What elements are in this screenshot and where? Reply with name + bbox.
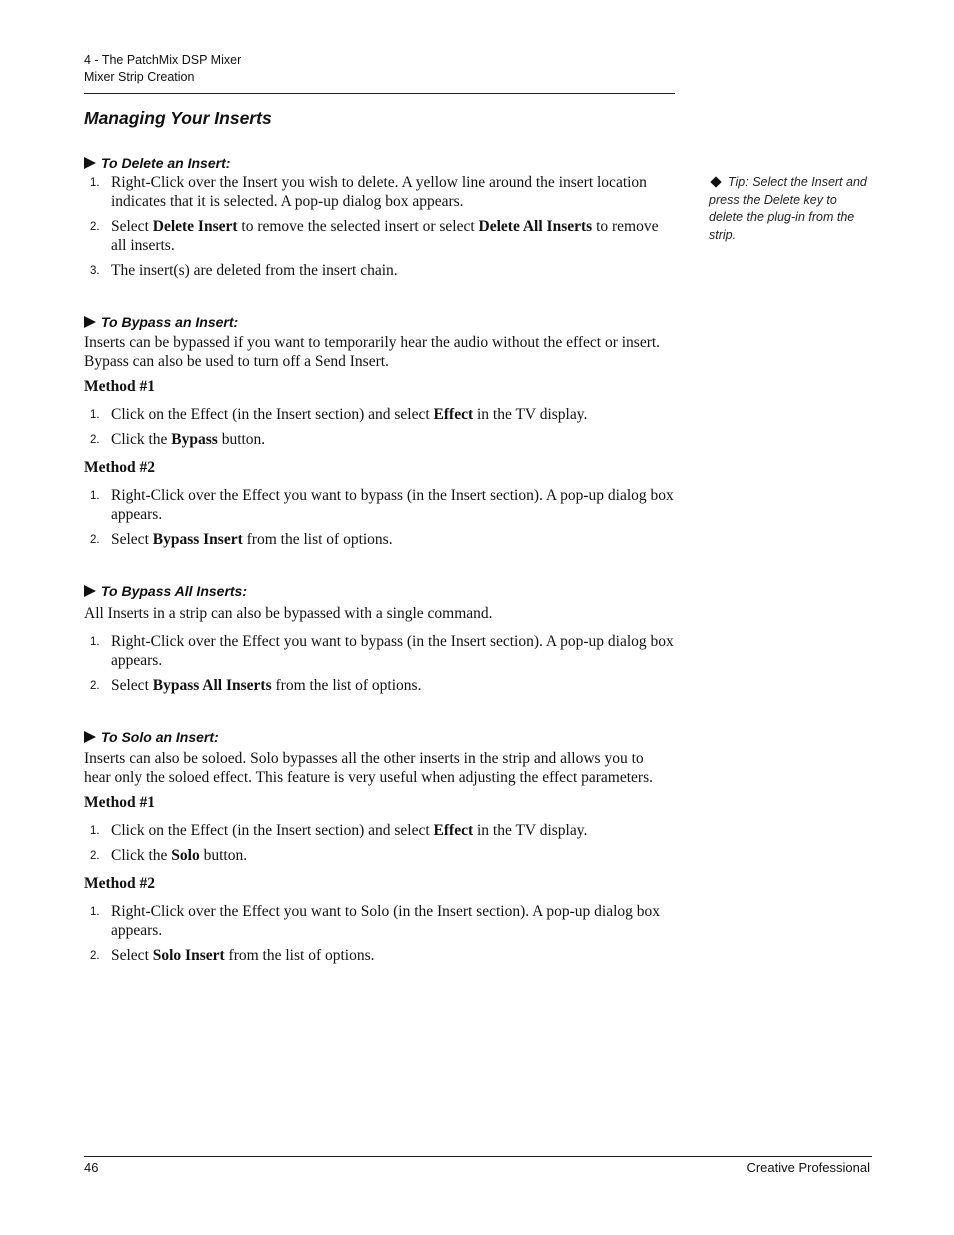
step-number: 1. — [90, 825, 100, 837]
step-number: 1. — [90, 636, 100, 648]
list-item — [84, 430, 674, 449]
step-bold-term: Bypass All Inserts — [152, 677, 272, 694]
page-number: 46 — [84, 1160, 99, 1175]
diamond-bullet-icon — [710, 177, 721, 188]
step-text: Select — [111, 218, 153, 235]
procedure-heading-solo — [84, 728, 674, 746]
arrow-right-icon — [84, 731, 96, 743]
step-number: 2. — [90, 221, 100, 233]
bypass-intro: Inserts can be bypassed if you want to temporarily hear the audio without the effect or insert. Bypass can also be used to turn off a Send Insert. — [84, 334, 661, 370]
step-bold-term: Effect — [433, 406, 474, 423]
list-item — [84, 676, 674, 695]
footer-publisher: Creative Professional — [746, 1160, 870, 1175]
step-text: button. — [217, 431, 266, 448]
header-section: Mixer Strip Creation — [84, 70, 195, 84]
step-text: in the TV display. — [473, 406, 588, 423]
tip-text: Tip: Select the Insert and press the Delete key to delete the plug-in from the strip. — [709, 175, 867, 242]
page-title: Managing Your Inserts — [84, 108, 272, 128]
step-text: Right-Click over the Effect you want to bypass (in the Insert section). A pop-up dialog box appears. — [111, 633, 674, 669]
method-label: Method #1 — [84, 794, 156, 811]
step-number: 2. — [90, 434, 100, 446]
method-label: Method #2 — [84, 459, 156, 476]
procedure-heading-bypass-label: To Bypass an Insert: — [101, 314, 239, 330]
step-text: in the TV display. — [473, 822, 588, 839]
step-number: 1. — [90, 177, 100, 189]
list-item — [84, 217, 674, 255]
list-item — [84, 946, 674, 965]
method-label: Method #1 — [84, 378, 156, 395]
step-text: button. — [199, 847, 248, 864]
bypass-all-steps — [84, 632, 674, 695]
solo-method2-steps — [84, 902, 674, 965]
step-text: from the list of options. — [271, 677, 422, 694]
list-item — [84, 173, 674, 211]
list-item — [84, 632, 674, 670]
step-number: 2. — [90, 680, 100, 692]
delete-steps — [84, 173, 674, 280]
step-text: Right-Click over the Effect you want to bypass (in the Insert section). A pop-up dialog box appears. — [111, 487, 674, 523]
solo-method1-steps — [84, 821, 674, 865]
procedure-heading-bypass-all-label: To Bypass All Inserts: — [101, 583, 248, 599]
step-number: 2. — [90, 534, 100, 546]
step-bold-term: Delete All Inserts — [478, 218, 593, 235]
running-header — [84, 52, 675, 86]
step-bold-term: Effect — [433, 822, 474, 839]
list-item — [84, 821, 674, 840]
step-number: 1. — [90, 906, 100, 918]
margin-tip — [709, 174, 874, 244]
list-item — [84, 405, 674, 424]
arrow-right-icon — [84, 157, 96, 169]
step-text: Select — [111, 947, 153, 964]
step-text: The insert(s) are deleted from the insert chain. — [111, 262, 398, 279]
step-text: Click on the Effect (in the Insert section) and select — [111, 406, 434, 423]
list-item — [84, 846, 674, 865]
step-text: from the list of options. — [242, 531, 393, 548]
step-number: 2. — [90, 850, 100, 862]
step-text: to remove the selected insert or select — [237, 218, 479, 235]
step-text: Select — [111, 677, 153, 694]
step-bold-term: Solo — [171, 847, 200, 864]
method-label: Method #2 — [84, 875, 156, 892]
step-number: 1. — [90, 409, 100, 421]
bypass-method2-steps — [84, 486, 674, 549]
procedure-heading-delete-label: To Delete an Insert: — [101, 155, 231, 171]
step-text: from the list of options. — [224, 947, 375, 964]
main-column — [84, 106, 674, 965]
header-chapter: 4 - The PatchMix DSP Mixer — [84, 53, 242, 67]
step-text: Right-Click over the Insert you wish to delete. A yellow line around the insert location indicates that it is selected. A pop-up dialog box appears. — [111, 174, 647, 210]
step-number: 3. — [90, 265, 100, 277]
procedure-heading-solo-label: To Solo an Insert: — [101, 729, 219, 745]
list-item — [84, 486, 674, 524]
list-item — [84, 530, 674, 549]
step-text: Select — [111, 531, 153, 548]
step-text: Click on the Effect (in the Insert section) and select — [111, 822, 434, 839]
arrow-right-icon — [84, 585, 96, 597]
step-text: Click the — [111, 847, 172, 864]
procedure-heading-bypass — [84, 313, 674, 331]
bypass-method1-steps — [84, 405, 674, 449]
step-bold-term: Bypass — [171, 431, 218, 448]
step-text: to remove all inserts. — [111, 218, 659, 254]
procedure-heading-bypass-all — [84, 582, 674, 600]
step-bold-term: Solo Insert — [152, 947, 225, 964]
step-number: 1. — [90, 490, 100, 502]
list-item — [84, 261, 674, 280]
step-number: 2. — [90, 950, 100, 962]
step-bold-term: Delete Insert — [152, 218, 238, 235]
step-text: Click the — [111, 431, 172, 448]
list-item — [84, 902, 674, 940]
step-bold-term: Bypass Insert — [152, 531, 243, 548]
bypass-all-intro: All Inserts in a strip can also be bypassed with a single command. — [84, 605, 493, 622]
header-divider — [84, 93, 675, 94]
step-text: Right-Click over the Effect you want to Solo (in the Insert section). A pop-up dialog box appears. — [111, 903, 661, 939]
procedure-heading-delete — [84, 154, 674, 172]
solo-intro: Inserts can also be soloed. Solo bypasses all the other inserts in the strip and allows you to hear only the soloed effect. This feature is very useful when adjusting the effect parameters. — [84, 750, 653, 786]
footer-divider — [84, 1156, 872, 1157]
arrow-right-icon — [84, 316, 96, 328]
